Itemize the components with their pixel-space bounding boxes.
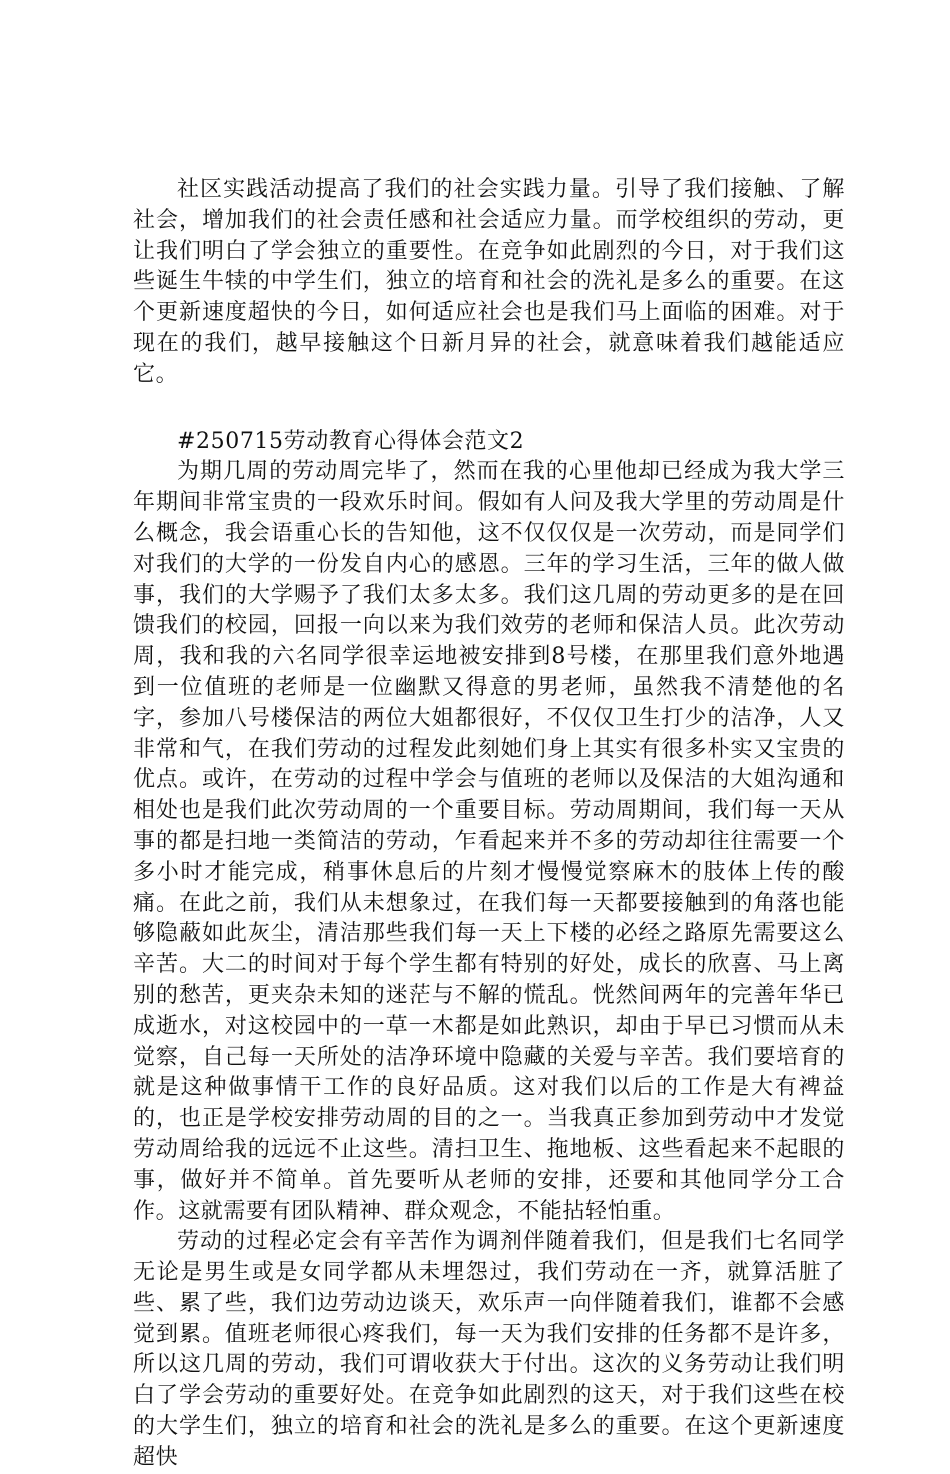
intro-paragraph: 社区实践活动提高了我们的社会实践力量。引导了我们接触、了解社会，增加我们的社会责任感和社会适应力量。而学校组织的劳动，更让我们明白了学会独立的重要性。在竞争如此剧烈的今日，对于我们这些诞生牛犊的中学生们，独立的培育和社会的洗礼是多么的重要。在这个更新速度超快的今日，如何适应社会也是我们马上面临的困难。对于现在的我们，越早接触这个日新月异的社会，就意味着我们越能适应它。 (133, 177, 845, 387)
document-page (133, 175, 845, 1474)
section-title: #250715劳动教育心得体会范文2 (177, 428, 525, 454)
body-paragraph-2: 劳动的过程必定会有辛苦作为调剂伴随着我们，但是我们七名同学无论是男生或是女同学都从未埋怨过，我们劳动在一齐，就算活脏了些、累了些，我们边劳动边谈天，欢乐声一向伴随着我们，谁都不会感觉到累。值班老师很心疼我们，每一天为我们安排的任务都不是许多，所以这几周的劳动，我们可谓收获大于付出。这次的义务劳动让我们明白了学会劳动的重要好处。在竞争如此剧烈的这天，对于我们这些在校的大学生们，独立的培育和社会的洗礼是多么的重要。在这个更新速度超快 (133, 1229, 845, 1470)
body-paragraph-1: 为期几周的劳动周完毕了，然而在我的心里他却已经成为我大学三年期间非常宝贵的一段欢乐时间。假如有人问及我大学里的劳动周是什么概念，我会语重心长的告知他，这不仅仅仅是一次劳动，而是同学们对我们的大学的一份发自内心的感恩。三年的学习生活，三年的做人做事，我们的大学赐予了我们太多太多。我们这几周的劳动更多的是在回馈我们的校园，回报一向以来为我们效劳的老师和保洁人员。此次劳动周，我和我的六名同学很幸运地被安排到8号楼，在那里我们意外地遇到一位值班的老师是一位幽默又得意的男老师，虽然我不清楚他的名字，参加八号楼保洁的两位大姐都很好，不仅仅卫生打少的洁净，人又非常和气，在我们劳动的过程发此刻她们身上其实有很多朴实又宝贵的优点。或许，在劳动的过程中学会与值班的老师以及保洁的大姐沟通和相处也是我们此次劳动周的一个重要目标。劳动周期间，我们每一天从事的都是扫地一类简洁的劳动，乍看起来并不多的劳动却往往需要一个多小时才能完成，稍事休息后的片刻才慢慢觉察麻木的肢体上传的酸痛。在此之前，我们从未想象过，在我们每一天都要接触到的角落也能够隐蔽如此灰尘，清洁那些我们每一天上下楼的必经之路原先需要这么辛苦。大二的时间对于每个学生都有特别的好处，成长的欣喜、马上离别的愁苦，更夹杂未知的迷茫与不解的慌乱。恍然间两年的完善年华已成逝水，对这校园中的一草一木都是如此熟识，却由于早已习惯而从未觉察，自己每一天所处的洁净环境中隐藏的关爱与辛苦。我们要培育的就是这种做事情干工作的良好品质。这对我们以后的工作是大有裨益的，也正是学校安排劳动周的目的之一。当我真正参加到劳动中才发觉劳动周给我的远远不止这些。清扫卫生、拖地板、这些看起来不起眼的事，做好并不简单。首先要听从老师的安排，还要和其他同学分工合作。这就需要有团队精神、群众观念，不能拈轻怕重。 (133, 459, 845, 1224)
